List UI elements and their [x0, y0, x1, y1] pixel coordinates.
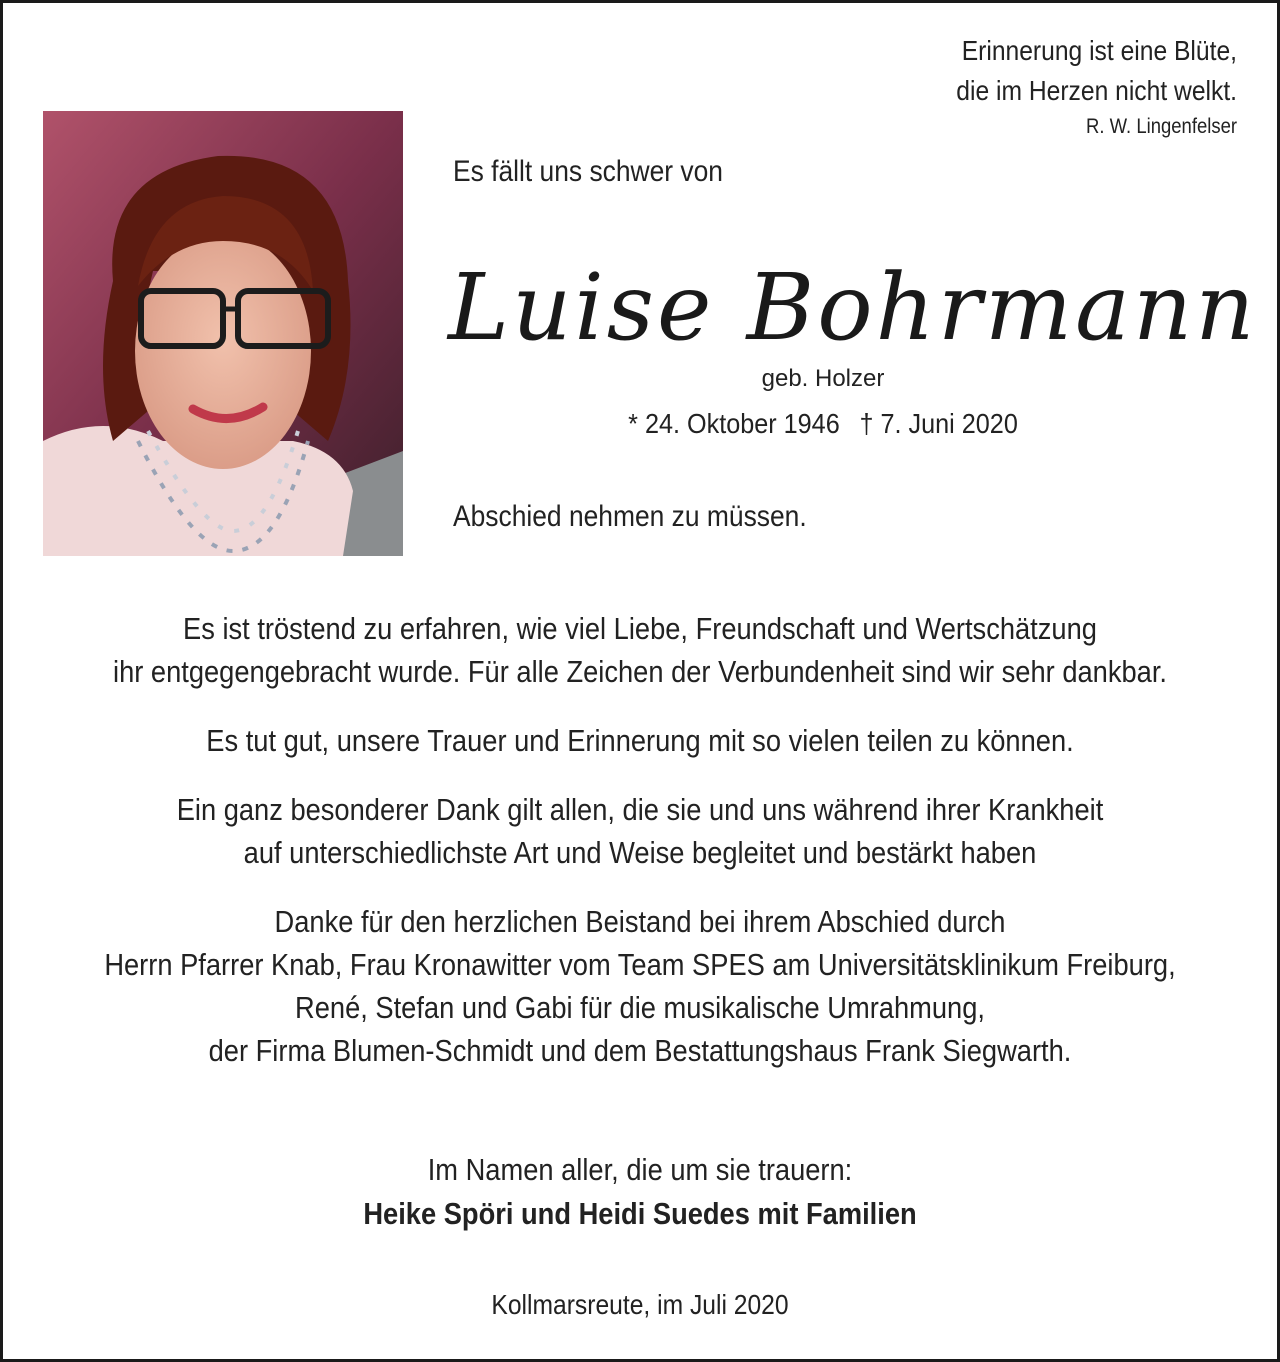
paragraph [79, 788, 1200, 874]
quote-line: die im Herzen nicht welkt. [956, 75, 1237, 106]
thanks-body [3, 607, 1277, 1098]
paragraph-line: ihr entgegengebracht wurde. Für alle Zeichen der Verbundenheit sind wir sehr dankbar. [113, 654, 1167, 689]
paragraph-line: Es ist tröstend zu erfahren, wie viel Liebe, Freundschaft und Wertschätzung [183, 611, 1097, 646]
deceased-name: Luise Bohrmann [448, 254, 1258, 361]
memorial-quote [956, 31, 1237, 141]
paragraph-line: Es tut gut, unsere Trauer und Erinnerung mit so vielen teilen zu können. [206, 723, 1074, 758]
paragraph [79, 719, 1200, 762]
quote-line: Erinnerung ist eine Blüte, [961, 35, 1237, 66]
paragraph-line: René, Stefan und Gabi für die musikalische Umrahmung, [295, 990, 985, 1025]
intro-text: Es fällt uns schwer von [453, 155, 723, 188]
maiden-name: geb. Holzer [761, 365, 885, 392]
portrait-photo [43, 111, 403, 556]
life-dates [490, 408, 1156, 440]
closing-line: Im Namen aller, die um sie trauern: [427, 1152, 853, 1187]
paragraph-line: auf unterschiedlichste Art und Weise begleitet und bestärkt haben [243, 835, 1037, 870]
farewell-text: Abschied nehmen zu müssen. [453, 500, 807, 533]
place-date: Kollmarsreute, im Juli 2020 [491, 1289, 789, 1320]
mourners-names: Heike Spöri und Heidi Suedes mit Familien [363, 1196, 917, 1231]
paragraph-line: Ein ganz besonderer Dank gilt allen, die sie und uns während ihrer Krankheit [176, 792, 1104, 827]
paragraph-line: Danke für den herzlichen Beistand bei ihrem Abschied durch [274, 904, 1006, 939]
paragraph-line: der Firma Blumen-Schmidt und dem Bestattungshaus Frank Siegwarth. [208, 1033, 1072, 1068]
birth-date: * 24. Oktober 1946 [628, 408, 840, 439]
paragraph [79, 607, 1200, 693]
paragraph [79, 900, 1200, 1072]
death-date: † 7. Juni 2020 [859, 408, 1018, 439]
closing-block [79, 1148, 1200, 1236]
paragraph-line: Herrn Pfarrer Knab, Frau Kronawitter vom Team SPES am Universitätsklinikum Freiburg, [104, 947, 1176, 982]
quote-author: R. W. Lingenfelser [1085, 115, 1237, 138]
